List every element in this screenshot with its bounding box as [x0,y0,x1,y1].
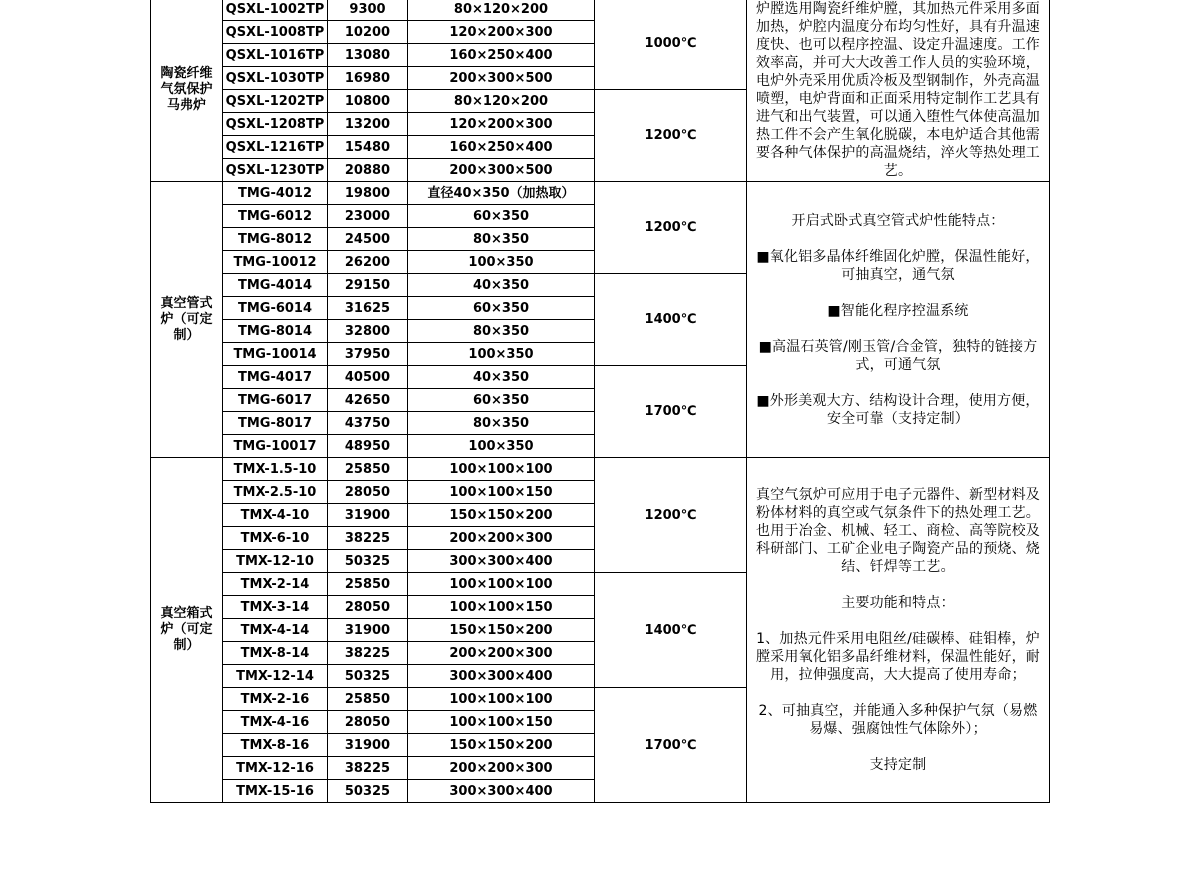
size-cell: 120×200×300 [407,20,595,44]
size-cell: 100×100×100 [407,572,595,596]
price-cell: 42650 [327,388,408,412]
model-cell: TMX-12-14 [222,664,328,688]
model-cell: QSXL-1008TP [222,20,328,44]
price-cell: 38225 [327,756,408,780]
size-cell: 150×150×200 [407,503,595,527]
size-cell: 200×300×500 [407,158,595,182]
size-cell: 300×300×400 [407,664,595,688]
price-cell: 13200 [327,112,408,136]
price-cell: 29150 [327,273,408,297]
price-cell: 50325 [327,549,408,573]
description-paragraph [753,320,1043,338]
price-cell: 26200 [327,250,408,274]
size-cell: 100×350 [407,250,595,274]
price-cell: 50325 [327,779,408,803]
description-text [753,212,1043,428]
temperature-cell: 1200℃ [594,181,747,274]
price-cell: 15480 [327,135,408,159]
price-cell: 28050 [327,710,408,734]
description-paragraph [753,374,1043,392]
model-cell: TMX-2-14 [222,572,328,596]
description-paragraph: 真空气氛炉可应用于电子元器件、新型材料及粉体材料的真空或气氛条件下的热处理工艺。也用于冶金、机械、轻工、商检、高等院校及科研部门、工矿企业电子陶瓷产品的预烧、烧结、钎焊等工艺。 [756,487,1040,575]
description-paragraph: 炉膛选用陶瓷纤维炉膛，其加热元件采用多面加热，炉腔内温度分布均匀性好，具有升温速度快、也可以程序控温、设定升温速度。工作效率高，并可大大改善工作人员的实验环境，电炉外壳采用优质冷板及型钢制作，外壳高温喷塑，电炉背面和正面采用特定制作工艺具有进气和出气装置，可以通入堕性气体使高温加热工件不会产生氧化脱碳，本电炉适合其他需要各种气体保护的高温烧结，淬火等热处理工艺。 [756,0,1040,179]
size-cell: 100×100×100 [407,457,595,481]
size-cell: 80×120×200 [407,0,595,21]
size-cell: 40×350 [407,273,595,297]
size-cell: 60×350 [407,204,595,228]
model-cell: QSXL-1002TP [222,0,328,21]
size-cell: 200×300×500 [407,66,595,90]
model-cell: TMG-4017 [222,365,328,389]
size-cell: 100×350 [407,342,595,366]
model-cell: QSXL-1216TP [222,135,328,159]
temperature-cell: 1700℃ [594,687,747,803]
model-cell: TMX-1.5-10 [222,457,328,481]
model-cell: TMG-10017 [222,434,328,458]
temperature-cell: 1400℃ [594,572,747,688]
price-cell: 40500 [327,365,408,389]
temperature-cell: 1200℃ [594,457,747,573]
size-cell: 80×350 [407,227,595,251]
price-cell: 16980 [327,66,408,90]
size-cell: 300×300×400 [407,549,595,573]
model-cell: TMX-8-16 [222,733,328,757]
model-cell: TMX-12-10 [222,549,328,573]
temperature-cell: 1200℃ [594,89,747,182]
description-paragraph [753,738,1043,756]
description-cell [746,0,1050,182]
model-cell: TMX-2-16 [222,687,328,711]
price-cell: 31900 [327,733,408,757]
model-cell: TMG-4012 [222,181,328,205]
size-cell: 150×150×200 [407,733,595,757]
category-cell: 真空箱式炉（可定制） [150,457,223,803]
size-cell: 100×100×150 [407,480,595,504]
size-cell: 300×300×400 [407,779,595,803]
temperature-cell: 1700℃ [594,365,747,458]
price-cell: 25850 [327,457,408,481]
description-paragraph: 支持定制 [869,757,927,773]
description-paragraph: 1、加热元件采用电阻丝/硅碳棒、硅钼棒，炉膛采用氧化铝多晶纤维材料，保温性能好，耐用，拉伸强度高，大大提高了使用寿命； [756,631,1040,683]
size-cell: 40×350 [407,365,595,389]
price-cell: 25850 [327,572,408,596]
size-cell: 120×200×300 [407,112,595,136]
price-cell: 38225 [327,641,408,665]
description-paragraph: ■外形美观大方、结构设计合理，使用方便，安全可靠（支持定制） [756,392,1040,427]
model-cell: QSXL-1202TP [222,89,328,113]
size-cell: 60×350 [407,296,595,320]
size-cell: 200×200×300 [407,756,595,780]
price-cell: 20880 [327,158,408,182]
description-paragraph [753,230,1043,248]
model-cell: TMX-8-14 [222,641,328,665]
description-cell [746,457,1050,803]
price-cell: 31900 [327,503,408,527]
size-cell: 150×150×200 [407,618,595,642]
model-cell: TMX-15-16 [222,779,328,803]
size-cell: 80×350 [407,319,595,343]
size-cell: 200×200×300 [407,526,595,550]
description-paragraph: ■智能化程序控温系统 [827,302,969,319]
model-cell: QSXL-1230TP [222,158,328,182]
temperature-cell: 1400℃ [594,273,747,366]
description-paragraph [753,284,1043,302]
size-cell: 100×100×100 [407,687,595,711]
model-cell: TMG-6014 [222,296,328,320]
model-cell: TMG-6017 [222,388,328,412]
price-cell: 48950 [327,434,408,458]
price-cell: 28050 [327,480,408,504]
price-cell: 31625 [327,296,408,320]
model-cell: QSXL-1030TP [222,66,328,90]
size-cell: 60×350 [407,388,595,412]
model-cell: TMG-8012 [222,227,328,251]
model-cell: TMX-4-10 [222,503,328,527]
price-cell: 13080 [327,43,408,67]
description-paragraph: 主要功能和特点： [841,595,955,611]
model-cell: TMG-8017 [222,411,328,435]
description-paragraph: 开启式卧式真空管式炉性能特点： [791,212,1005,229]
size-cell: 200×200×300 [407,641,595,665]
model-cell: TMX-4-14 [222,618,328,642]
model-cell: TMX-4-16 [222,710,328,734]
price-cell: 43750 [327,411,408,435]
size-cell: 100×100×150 [407,595,595,619]
price-cell: 32800 [327,319,408,343]
size-cell: 160×250×400 [407,135,595,159]
model-cell: TMG-10012 [222,250,328,274]
price-cell: 38225 [327,526,408,550]
model-cell: TMG-4014 [222,273,328,297]
size-cell: 160×250×400 [407,43,595,67]
category-cell: 真空管式炉（可定制） [150,181,223,458]
price-cell: 10800 [327,89,408,113]
description-paragraph [753,576,1043,594]
price-cell: 25850 [327,687,408,711]
size-cell: 100×100×150 [407,710,595,734]
model-cell: TMG-6012 [222,204,328,228]
price-cell: 9300 [327,0,408,21]
temperature-cell: 1000℃ [594,0,747,90]
model-cell: TMG-8014 [222,319,328,343]
model-cell: TMX-2.5-10 [222,480,328,504]
model-cell: QSXL-1016TP [222,43,328,67]
description-paragraph: ■高温石英管/刚玉管/合金管，独特的链接方式，可通气氛 [758,338,1038,373]
model-cell: TMX-3-14 [222,595,328,619]
price-cell: 31900 [327,618,408,642]
model-cell: TMG-10014 [222,342,328,366]
category-cell: 陶瓷纤维气氛保护马弗炉 [150,0,223,182]
price-cell: 37950 [327,342,408,366]
description-paragraph: 2、可抽真空，并能通入多种保护气氛（易燃易爆、强腐蚀性气体除外）； [758,703,1038,737]
size-cell: 80×350 [407,411,595,435]
price-cell: 28050 [327,595,408,619]
price-cell: 23000 [327,204,408,228]
size-cell: 直径40×350（加热取） [407,181,595,205]
description-text [753,0,1043,180]
description-paragraph [753,684,1043,702]
description-text [753,486,1043,774]
description-paragraph: ■氧化铝多晶体纤维固化炉膛，保温性能好，可抽真空，通气氛 [756,248,1040,283]
description-cell [746,181,1050,458]
description-paragraph [753,612,1043,630]
price-cell: 19800 [327,181,408,205]
size-cell: 100×350 [407,434,595,458]
price-cell: 10200 [327,20,408,44]
size-cell: 80×120×200 [407,89,595,113]
model-cell: TMX-12-16 [222,756,328,780]
model-cell: TMX-6-10 [222,526,328,550]
price-cell: 24500 [327,227,408,251]
price-cell: 50325 [327,664,408,688]
model-cell: QSXL-1208TP [222,112,328,136]
